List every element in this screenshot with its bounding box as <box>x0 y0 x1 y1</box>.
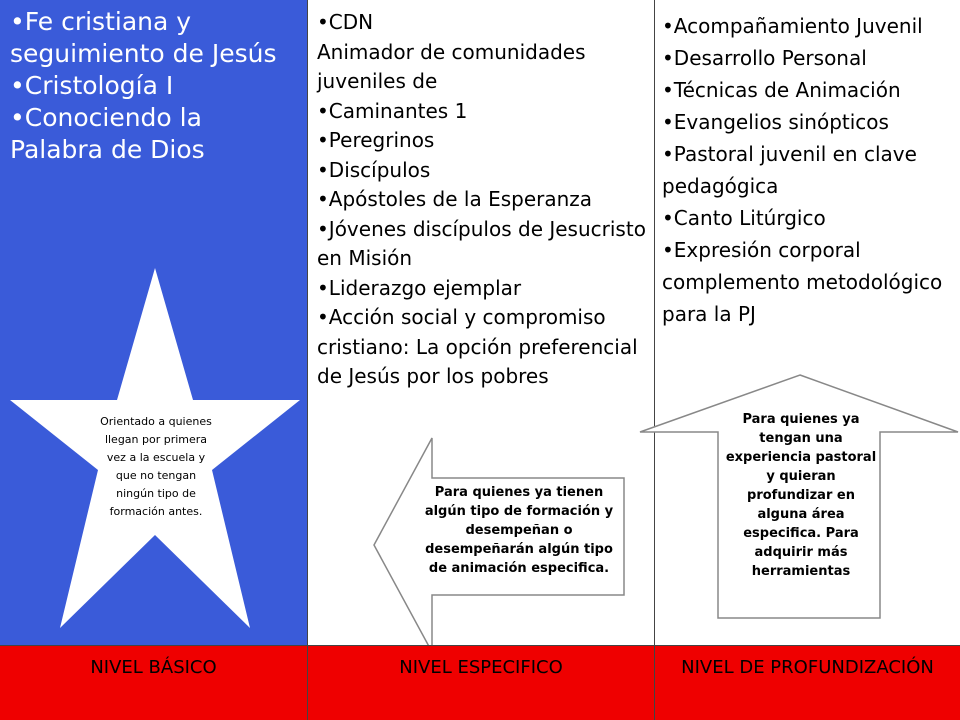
deep-course-list <box>662 10 957 330</box>
list-item: •Cristología I <box>10 71 174 100</box>
level-basic-footer <box>0 645 307 720</box>
list-item: •Pastoral juvenil en clave pedagógica <box>662 142 917 198</box>
bullet-icon: • <box>10 71 25 100</box>
bullet-icon: • <box>317 128 329 152</box>
bullet-icon: • <box>317 216 329 241</box>
list-item: •Evangelios sinópticos <box>662 110 889 134</box>
level-specific-label: NIVEL ESPECIFICO <box>399 657 563 678</box>
list-item: •Discípulos <box>317 157 431 182</box>
list-item: •Jóvenes discípulos de Jesucristo en Misión <box>317 216 646 270</box>
list-item: •Liderazgo ejemplar <box>317 275 522 300</box>
bullet-icon: • <box>317 275 329 300</box>
list-item: •Peregrinos <box>317 128 435 152</box>
bullet-icon: • <box>662 238 674 262</box>
list-item: •Acompañamiento Juvenil <box>662 14 923 38</box>
basic-level-note: Orientado a quienes llegan por primera vez a la escuela y que no tengan ningún tipo de formación antes. <box>100 415 212 518</box>
list-item: •Canto Litúrgico <box>662 206 826 230</box>
level-deep-footer <box>654 645 960 720</box>
bullet-icon: • <box>10 103 25 132</box>
bullet-icon: • <box>317 187 329 211</box>
list-item: •Fe cristiana y seguimiento de Jesús <box>10 7 277 68</box>
bullet-icon: • <box>662 14 674 38</box>
bullet-icon: • <box>662 142 674 166</box>
level-basic-label: NIVEL BÁSICO <box>90 657 217 678</box>
list-item: •Desarrollo Personal <box>662 46 867 70</box>
bullet-icon: • <box>10 7 25 36</box>
specific-course-list <box>317 8 647 392</box>
deep-level-note: Para quienes ya tengan una experiencia pastoral y quieran profundizar en alguna área especifica. Para adquirir más herramientas <box>725 412 877 579</box>
level-specific-footer <box>307 645 654 720</box>
bullet-icon: • <box>662 110 674 134</box>
bullet-icon: • <box>317 10 329 34</box>
bullet-icon: • <box>662 46 674 70</box>
list-item: •Caminantes 1 <box>317 98 468 123</box>
list-item: •Apóstoles de la Esperanza <box>317 187 593 211</box>
list-item: •Expresión corporal complemento metodológico para la PJ <box>662 238 943 326</box>
bullet-icon: • <box>317 305 329 329</box>
level-deep-label: NIVEL DE PROFUNDIZACIÓN <box>681 657 934 678</box>
basic-course-list <box>10 6 300 166</box>
bullet-icon: • <box>662 78 674 102</box>
bullet-icon: • <box>317 157 329 182</box>
list-item: •Conociendo la Palabra de Dios <box>10 103 205 164</box>
list-item: •Técnicas de Animación <box>662 78 901 102</box>
bullet-icon: • <box>317 98 329 123</box>
list-item: Animador de comunidades juveniles de <box>317 39 586 93</box>
bullet-icon: • <box>662 206 674 230</box>
list-item: •Acción social y compromiso cristiano: La opción preferencial de Jesús por los pobres <box>317 305 638 388</box>
specific-level-note: Para quienes ya tienen algún tipo de formación y desempeñan o desempeñarán algún tipo de animación especifica. <box>424 485 614 576</box>
list-item: •CDN <box>317 10 374 34</box>
